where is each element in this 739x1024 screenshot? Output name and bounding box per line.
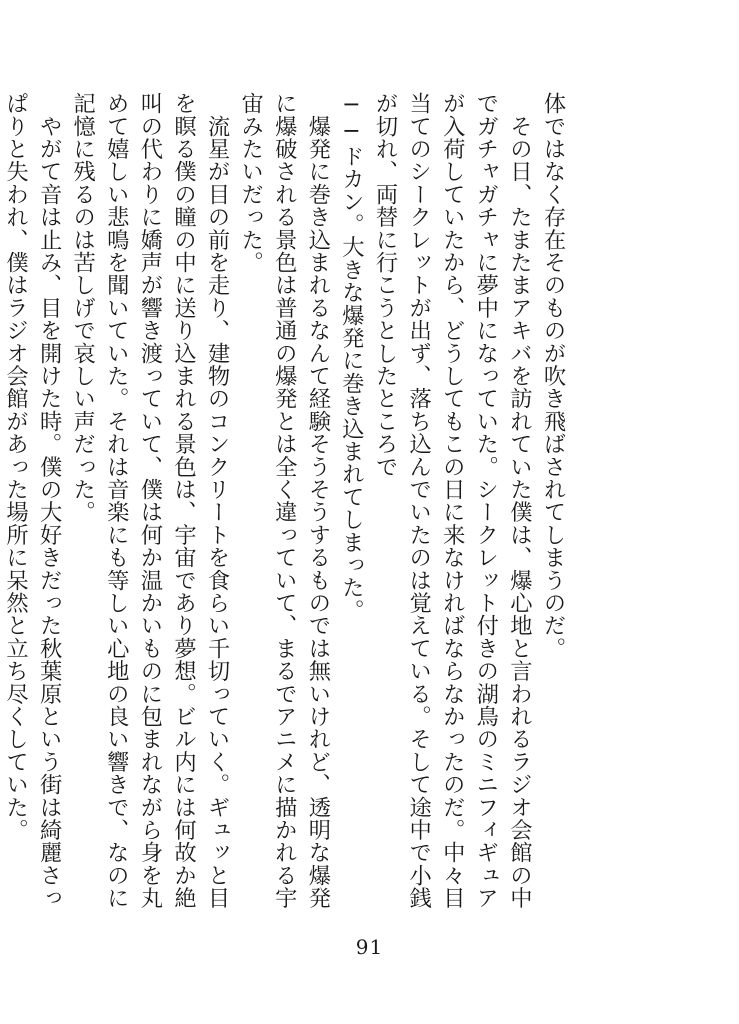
paragraph: その日、たまたまアキバを訪れていた僕は、爆心地と言われるラジオ会館の中でガチャガチャに夢中になっていた。シークレット付きの湖鳥のミニフィギュアが入荷していたから、どうしてもこの日に来なければならなかったのだ。中々目当てのシークレットが出ず、落ち込んでいたのは覚えている。そして途中で小銭が切れ、両替に行こうとしたところで [372, 92, 533, 910]
paragraph: 体ではなく存在そのものが吹き飛ばされてしまうのだ。 [540, 92, 566, 660]
paragraph: 爆発に巻き込まれるなんて経験そうそうするものでは無いけれど、透明な爆発に爆破される景色は普通の爆発とは全く違っていて、まるでアニメに描かれる宇宙みたいだった。 [237, 92, 331, 910]
page-number: 91 [355, 935, 384, 959]
paragraph: ──ドカン。大きな爆発に巻き込まれてしまった。 [338, 92, 365, 622]
paragraph: 流星が目の前を走り、建物のコンクリートを食らい千切っていく。ギュッと目を瞑る僕の瞳の中に送り込まれる景色は、宇宙であり夢想。ビル内には何故か絶叫の代わりに嬌声が響き渡っていて、僕は何か温かいものに包まれながら身を丸めて嬉しい悲鳴を聞いていた。それは音楽にも等しい心地の良い響きで、なのに記憶に残るのは苦しげで哀しい声だった。 [69, 92, 231, 910]
paragraph: やがて音は止み、目を開けた時。僕の大好きだった秋葉原という街は綺麗さっぱりと失われ、僕はラジオ会館があった場所に呆然と立ち尽くしていた。 [2, 92, 63, 910]
vertical-body-text [2, 92, 569, 922]
